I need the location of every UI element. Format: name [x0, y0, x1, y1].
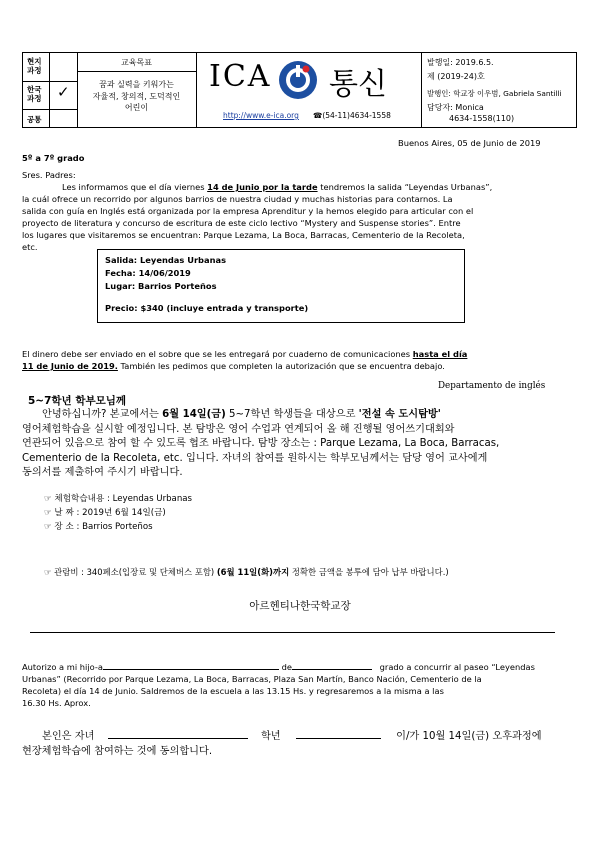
- principal-signature: 아르헨티나한국학교장: [249, 600, 351, 612]
- edu-goal-label: 교육목표: [121, 58, 152, 67]
- korean-consent: 본인은 자녀 학년 이/가 10월 14일(금) 오후과정에 현장체험학습에 참여하는 것에 동의합니다.: [22, 728, 582, 759]
- department-signature: Departamento de inglés: [438, 381, 546, 391]
- header-box: [22, 52, 577, 128]
- child-name-field[interactable]: [103, 661, 279, 670]
- logo-title: 통신: [329, 67, 387, 102]
- korean-title: 5~7학년 학부모님께: [28, 395, 127, 407]
- consent-child-field[interactable]: [108, 728, 248, 739]
- school-phone: ☎(54-11)4634-1558: [313, 111, 391, 120]
- korean-details-list: [44, 492, 192, 534]
- list-item: ☞ 체험학습내용 : Leyendas Urbanas: [44, 494, 193, 504]
- korean-fee-line: ☞ 관람비 : 340페소(입장료 및 단체버스 포함) (6월 11일(화)까지 정확한 금액을 봉투에 담아 납부 바랍니다.): [44, 567, 449, 577]
- contact-person: 담당자: Monica: [427, 103, 484, 112]
- trip-lugar: Lugar: Barrios Porteños: [105, 281, 217, 291]
- grade-field[interactable]: [292, 661, 372, 670]
- edu-goal-text: 꿈과 실력을 키워가는 자율적, 창의적, 도덕적인 어린이: [92, 80, 181, 112]
- cut-line-divider: [30, 632, 555, 633]
- payment-paragraph: El dinero debe ser enviado en el sobre que se les entregará por cuaderno de comunicaciones hasta el día 11 de Junio de 2019. También les pedimos que completen la autorización que se encuentra debajo.: [22, 349, 468, 371]
- trip-salida: Salida: Leyendas Urbanas: [105, 255, 227, 265]
- school-url-link[interactable]: http://www.e-ica.org: [223, 111, 299, 120]
- ica-logo-icon: [277, 59, 319, 101]
- intro-paragraph: Les informamos que el día viernes 14 de Junio por la tarde tendremos la salida “Leyendas Urbanas”, la cuál ofrece un recorrido por algunos barrios de nuestra ciudad y muchas historias para contarnos. La salida con guía en Inglés está organizada por la empresa Aprenditur y la hemos elegido para articular con el proyecto de literatura y concurso de escritura de este ciclo lectivo “Mystery and Suspense stories”. Entre los lugares que visitaremos se encuentran: Parque Lezama, La Boca, Barracas, Cementerio de la Recoleta, etc.: [22, 182, 493, 252]
- publisher: 발행인: 학교장 이우범, Gabriela Santilli: [427, 89, 562, 98]
- list-item: ☞ 날 짜 : 2019년 6월 14일(금): [44, 508, 166, 518]
- consent-grade-field[interactable]: [296, 728, 381, 739]
- grid-common: 공통: [27, 115, 42, 124]
- issue-number: 제 (2019-24)호: [427, 72, 485, 81]
- grade-heading: 5º a 7º grado: [22, 153, 85, 163]
- korean-paragraph: 안녕하십니까? 본교에서는 6월 14일(금) 5~7학년 학생들을 대상으로 '전설 속 도시탐방' 영어체험학습을 실시할 예정입니다. 본 탐방은 영어 수업과 연계되어 올 해 진행될 영어쓰기대회와 연관되어 있음으로 참여 할 수 있도록 협조 바랍니다. 탐방 장소는 : Parque Lezama, La Boca, Barracas, Cementerio de la Recoleta, etc. 입니다. 자녀의 참여를 원하시는 학부모님께서는 담당 영어 교사에게 동의서를 제출하여 주시기 바랍니다.: [22, 409, 500, 478]
- issue-date: 발행일: 2019.6.5.: [427, 58, 494, 67]
- contact-phone: 4634-1558(110): [449, 114, 515, 123]
- check-mark: ✓: [57, 83, 70, 101]
- grid-local: 현지과정: [27, 57, 42, 75]
- date-line: Buenos Aires, 05 de Junio de 2019: [398, 138, 541, 148]
- grid-korea: 한국과정: [27, 85, 42, 103]
- list-item: ☞ 장 소 : Barrios Porteños: [44, 522, 153, 532]
- trip-precio: Precio: $340 (incluye entrada y transporte): [105, 303, 309, 313]
- logo-text: ICA: [209, 59, 272, 94]
- trip-fecha: Fecha: 14/06/2019: [105, 268, 191, 278]
- greeting: Sres. Padres:: [22, 170, 76, 180]
- trip-info-box: [97, 249, 465, 323]
- authorization-paragraph: Autorizo a mi hijo-a de grado a concurrir al paseo “Leyendas Urbanas” (Recorrido por Parque Lezama, La Boca, Barracas, Plaza San Martín, Banco Nación, Cementerio de la Recoleta) el día 14 de Junio. Saldremos de la escuela a las 13.15 Hs. y regresaremos a la misma a las 16.30 Hs. Aprox.: [22, 662, 535, 708]
